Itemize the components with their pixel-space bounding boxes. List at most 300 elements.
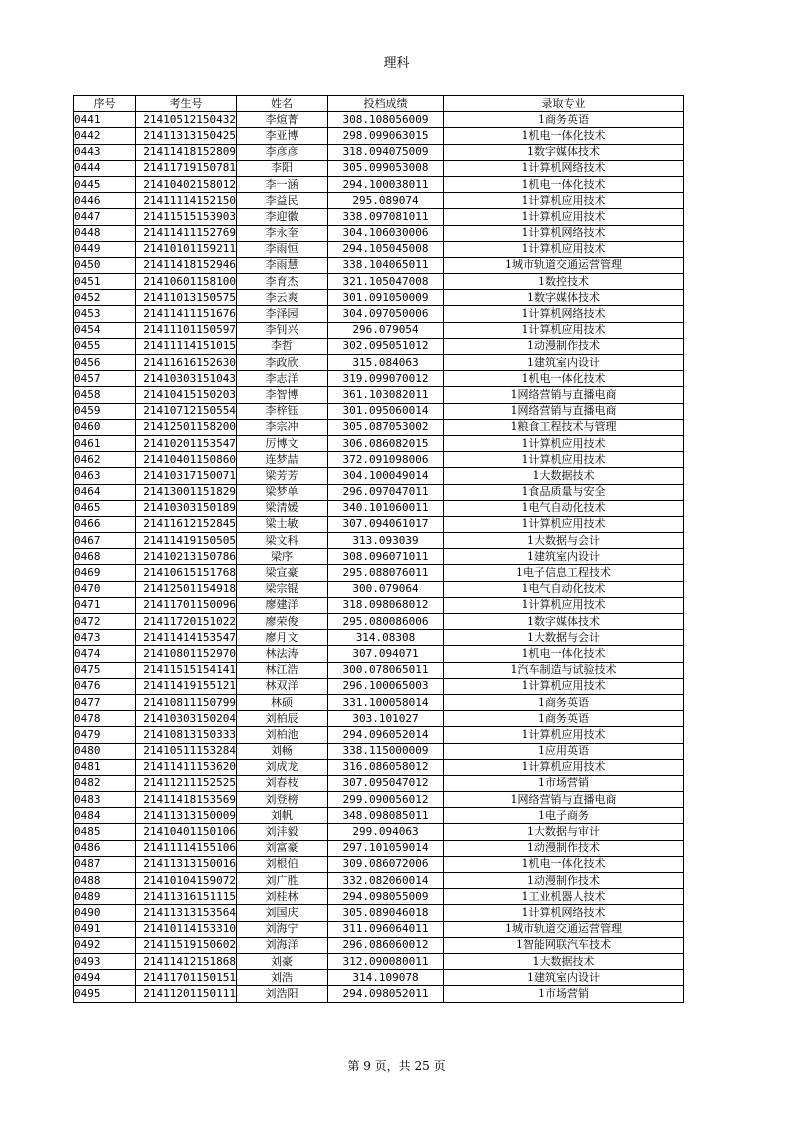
cell-seq: 0465: [74, 500, 136, 516]
cell-exam-id: 21411519150602: [136, 937, 237, 953]
cell-major: 1数字媒体技术: [444, 144, 684, 160]
cell-name: 李雨慧: [237, 257, 328, 273]
cell-major: 1商务英语: [444, 711, 684, 727]
cell-exam-id: 21411701150151: [136, 970, 237, 986]
cell-major: 1城市轨道交通运营管理: [444, 921, 684, 937]
cell-name: 李一涵: [237, 176, 328, 192]
cell-exam-id: 21411316151115: [136, 889, 237, 905]
cell-name: 刘登榜: [237, 792, 328, 808]
cell-exam-id: 21410317150071: [136, 468, 237, 484]
cell-score: 318.094075009: [328, 144, 444, 160]
cell-seq: 0446: [74, 193, 136, 209]
cell-name: 刘春枝: [237, 775, 328, 791]
cell-exam-id: 21411313150009: [136, 808, 237, 824]
cell-score: 296.097047011: [328, 484, 444, 500]
cell-major: 1电气自动化技术: [444, 500, 684, 516]
cell-exam-id: 21413001151829: [136, 484, 237, 500]
header-score: 投档成绩: [328, 96, 444, 112]
cell-major: 1计算机网络技术: [444, 160, 684, 176]
cell-score: 295.089074: [328, 193, 444, 209]
cell-seq: 0467: [74, 533, 136, 549]
table-row: [74, 484, 684, 500]
cell-seq: 0490: [74, 905, 136, 921]
cell-score: 315.084063: [328, 355, 444, 371]
cell-name: 刘桂林: [237, 889, 328, 905]
cell-seq: 0444: [74, 160, 136, 176]
cell-seq: 0448: [74, 225, 136, 241]
cell-name: 李雨恒: [237, 241, 328, 257]
table-row: [74, 646, 684, 662]
cell-exam-id: 21410512150432: [136, 112, 237, 128]
cell-seq: 0454: [74, 322, 136, 338]
table-row: [74, 873, 684, 889]
cell-name: 廖月文: [237, 630, 328, 646]
cell-name: 刘帆: [237, 808, 328, 824]
cell-exam-id: 21411419155121: [136, 678, 237, 694]
cell-exam-id: 21411201150111: [136, 986, 237, 1002]
cell-exam-id: 21410615151768: [136, 565, 237, 581]
cell-exam-id: 21411720151022: [136, 614, 237, 630]
cell-name: 刘海宁: [237, 921, 328, 937]
cell-score: 298.099063015: [328, 128, 444, 144]
cell-major: 1建筑室内设计: [444, 355, 684, 371]
table-row: [74, 516, 684, 532]
table-row: [74, 792, 684, 808]
cell-score: 318.098068012: [328, 597, 444, 613]
cell-seq: 0469: [74, 565, 136, 581]
cell-major: 1计算机应用技术: [444, 209, 684, 225]
cell-major: 1市场营销: [444, 775, 684, 791]
cell-name: 刘浩: [237, 970, 328, 986]
cell-seq: 0488: [74, 873, 136, 889]
cell-major: 1机电一体化技术: [444, 646, 684, 662]
cell-major: 1应用英语: [444, 743, 684, 759]
cell-seq: 0485: [74, 824, 136, 840]
cell-name: 林法涛: [237, 646, 328, 662]
cell-major: 1动漫制作技术: [444, 873, 684, 889]
cell-major: 1电气自动化技术: [444, 581, 684, 597]
cell-major: 1粮食工程技术与管理: [444, 419, 684, 435]
cell-exam-id: 21411515154141: [136, 662, 237, 678]
cell-score: 305.089046018: [328, 905, 444, 921]
cell-score: 304.100049014: [328, 468, 444, 484]
cell-name: 林江浩: [237, 662, 328, 678]
table-row: [74, 889, 684, 905]
cell-name: 刘柏辰: [237, 711, 328, 727]
admission-table: [73, 95, 684, 1003]
cell-seq: 0481: [74, 759, 136, 775]
table-row: [74, 355, 684, 371]
cell-major: 1计算机应用技术: [444, 759, 684, 775]
cell-exam-id: 21411719150781: [136, 160, 237, 176]
cell-name: 李益民: [237, 193, 328, 209]
table-row: [74, 533, 684, 549]
cell-score: 338.097081011: [328, 209, 444, 225]
table-row: [74, 241, 684, 257]
cell-name: 李政欣: [237, 355, 328, 371]
cell-score: 319.099070012: [328, 371, 444, 387]
cell-seq: 0456: [74, 355, 136, 371]
cell-exam-id: 21411515153903: [136, 209, 237, 225]
table-row: [74, 711, 684, 727]
table-row: [74, 630, 684, 646]
cell-score: 316.086058012: [328, 759, 444, 775]
cell-seq: 0494: [74, 970, 136, 986]
cell-score: 331.100058014: [328, 694, 444, 710]
table-row: [74, 387, 684, 403]
cell-exam-id: 21411418153569: [136, 792, 237, 808]
cell-seq: 0492: [74, 937, 136, 953]
cell-seq: 0468: [74, 549, 136, 565]
cell-seq: 0460: [74, 419, 136, 435]
cell-major: 1网络营销与直播电商: [444, 387, 684, 403]
cell-score: 306.086082015: [328, 435, 444, 451]
cell-major: 1机电一体化技术: [444, 128, 684, 144]
cell-score: 304.097050006: [328, 306, 444, 322]
cell-major: 1商务英语: [444, 694, 684, 710]
cell-seq: 0474: [74, 646, 136, 662]
cell-exam-id: 21411412151868: [136, 953, 237, 969]
cell-score: 294.096052014: [328, 727, 444, 743]
cell-seq: 0480: [74, 743, 136, 759]
cell-exam-id: 21410415150203: [136, 387, 237, 403]
cell-name: 李迎徽: [237, 209, 328, 225]
cell-score: 313.093039: [328, 533, 444, 549]
table-row: [74, 452, 684, 468]
table-row: [74, 128, 684, 144]
cell-exam-id: 21410104159072: [136, 873, 237, 889]
cell-exam-id: 21410811150799: [136, 694, 237, 710]
cell-score: 302.095051012: [328, 338, 444, 354]
table-row: [74, 306, 684, 322]
cell-major: 1机电一体化技术: [444, 371, 684, 387]
cell-seq: 0457: [74, 371, 136, 387]
cell-major: 1城市轨道交通运营管理: [444, 257, 684, 273]
cell-major: 1大数据与会计: [444, 533, 684, 549]
cell-name: 梁芳芳: [237, 468, 328, 484]
table-row: [74, 435, 684, 451]
cell-seq: 0450: [74, 257, 136, 273]
cell-seq: 0483: [74, 792, 136, 808]
cell-score: 295.088076011: [328, 565, 444, 581]
cell-exam-id: 21410801152970: [136, 646, 237, 662]
cell-score: 301.095060014: [328, 403, 444, 419]
page-title: 理科: [383, 56, 410, 71]
cell-name: 李志洋: [237, 371, 328, 387]
cell-exam-id: 21411411152769: [136, 225, 237, 241]
cell-score: 338.104065011: [328, 257, 444, 273]
cell-name: 刘国庆: [237, 905, 328, 921]
cell-seq: 0493: [74, 953, 136, 969]
cell-score: 294.098052011: [328, 986, 444, 1002]
table-row: [74, 144, 684, 160]
cell-major: 1计算机应用技术: [444, 452, 684, 468]
cell-score: 294.105045008: [328, 241, 444, 257]
cell-seq: 0477: [74, 694, 136, 710]
cell-major: 1建筑室内设计: [444, 549, 684, 565]
cell-score: 308.108056009: [328, 112, 444, 128]
cell-exam-id: 21411616152630: [136, 355, 237, 371]
table-row: [74, 403, 684, 419]
cell-major: 1网络营销与直播电商: [444, 403, 684, 419]
cell-exam-id: 21410213150786: [136, 549, 237, 565]
cell-seq: 0473: [74, 630, 136, 646]
cell-major: 1计算机网络技术: [444, 306, 684, 322]
cell-score: 294.100038011: [328, 176, 444, 192]
cell-name: 连梦喆: [237, 452, 328, 468]
cell-name: 刘柏池: [237, 727, 328, 743]
cell-score: 307.094071: [328, 646, 444, 662]
cell-seq: 0445: [74, 176, 136, 192]
header-seq: 序号: [74, 96, 136, 112]
cell-major: 1大数据与会计: [444, 630, 684, 646]
cell-score: 312.090080011: [328, 953, 444, 969]
cell-name: 刘豪: [237, 953, 328, 969]
cell-score: 301.091050009: [328, 290, 444, 306]
cell-name: 李云爽: [237, 290, 328, 306]
cell-seq: 0484: [74, 808, 136, 824]
cell-score: 299.094063: [328, 824, 444, 840]
cell-seq: 0470: [74, 581, 136, 597]
cell-name: 厉博文: [237, 435, 328, 451]
table-row: [74, 322, 684, 338]
table-row: [74, 371, 684, 387]
cell-major: 1计算机应用技术: [444, 727, 684, 743]
table-row: [74, 500, 684, 516]
cell-score: 332.082060014: [328, 873, 444, 889]
cell-exam-id: 21411419150505: [136, 533, 237, 549]
cell-seq: 0452: [74, 290, 136, 306]
cell-exam-id: 21411313150016: [136, 856, 237, 872]
table-row: [74, 727, 684, 743]
table-row: [74, 905, 684, 921]
cell-score: 303.101027: [328, 711, 444, 727]
table-row: [74, 209, 684, 225]
cell-seq: 0458: [74, 387, 136, 403]
cell-major: 1大数据技术: [444, 468, 684, 484]
cell-score: 311.096064011: [328, 921, 444, 937]
cell-score: 299.090056012: [328, 792, 444, 808]
cell-score: 314.08308: [328, 630, 444, 646]
cell-score: 338.115000009: [328, 743, 444, 759]
cell-exam-id: 21410601158100: [136, 274, 237, 290]
table-row: [74, 824, 684, 840]
cell-seq: 0464: [74, 484, 136, 500]
table-row: [74, 921, 684, 937]
table-row: [74, 614, 684, 630]
cell-score: 296.100065003: [328, 678, 444, 694]
cell-seq: 0487: [74, 856, 136, 872]
cell-score: 314.109078: [328, 970, 444, 986]
header-name: 姓名: [237, 96, 328, 112]
cell-name: 李育杰: [237, 274, 328, 290]
cell-exam-id: 21410114153310: [136, 921, 237, 937]
cell-name: 李哲: [237, 338, 328, 354]
cell-seq: 0486: [74, 840, 136, 856]
table-row: [74, 986, 684, 1002]
cell-seq: 0451: [74, 274, 136, 290]
cell-name: 林双洋: [237, 678, 328, 694]
table-row: [74, 274, 684, 290]
cell-name: 刘根伯: [237, 856, 328, 872]
cell-major: 1计算机应用技术: [444, 241, 684, 257]
cell-name: 刘海洋: [237, 937, 328, 953]
cell-major: 1动漫制作技术: [444, 338, 684, 354]
table-row: [74, 856, 684, 872]
table-row: [74, 775, 684, 791]
cell-major: 1电子信息工程技术: [444, 565, 684, 581]
page-footer: 第 9 页，共 25 页: [347, 1059, 446, 1073]
cell-major: 1动漫制作技术: [444, 840, 684, 856]
cell-major: 1计算机网络技术: [444, 225, 684, 241]
table-row: [74, 743, 684, 759]
cell-major: 1计算机应用技术: [444, 193, 684, 209]
cell-seq: 0479: [74, 727, 136, 743]
cell-major: 1计算机应用技术: [444, 516, 684, 532]
cell-name: 李彦彦: [237, 144, 328, 160]
cell-major: 1大数据技术: [444, 953, 684, 969]
cell-seq: 0482: [74, 775, 136, 791]
table-row: [74, 176, 684, 192]
cell-major: 1汽车制造与试验技术: [444, 662, 684, 678]
cell-seq: 0449: [74, 241, 136, 257]
cell-name: 刘广胜: [237, 873, 328, 889]
table-row: [74, 840, 684, 856]
cell-name: 梁文科: [237, 533, 328, 549]
cell-seq: 0455: [74, 338, 136, 354]
cell-score: 300.078065011: [328, 662, 444, 678]
cell-major: 1机电一体化技术: [444, 856, 684, 872]
cell-major: 1计算机应用技术: [444, 597, 684, 613]
table-row: [74, 257, 684, 273]
cell-score: 295.080086006: [328, 614, 444, 630]
cell-major: 1网络营销与直播电商: [444, 792, 684, 808]
cell-seq: 0476: [74, 678, 136, 694]
cell-exam-id: 21411414153547: [136, 630, 237, 646]
cell-score: 309.086072006: [328, 856, 444, 872]
cell-score: 305.099053008: [328, 160, 444, 176]
cell-exam-id: 21411114151015: [136, 338, 237, 354]
cell-name: 梁序: [237, 549, 328, 565]
cell-exam-id: 21411313150425: [136, 128, 237, 144]
table-row: [74, 953, 684, 969]
cell-exam-id: 21410813150333: [136, 727, 237, 743]
cell-exam-id: 21412501158200: [136, 419, 237, 435]
cell-exam-id: 21410402158012: [136, 176, 237, 192]
cell-score: 296.086060012: [328, 937, 444, 953]
cell-seq: 0462: [74, 452, 136, 468]
cell-major: 1智能网联汽车技术: [444, 937, 684, 953]
cell-major: 1建筑室内设计: [444, 970, 684, 986]
cell-seq: 0475: [74, 662, 136, 678]
table-row: [74, 694, 684, 710]
cell-exam-id: 21411612152845: [136, 516, 237, 532]
cell-exam-id: 21411114155106: [136, 840, 237, 856]
cell-exam-id: 21411211152525: [136, 775, 237, 791]
cell-major: 1数控技术: [444, 274, 684, 290]
cell-major: 1计算机应用技术: [444, 322, 684, 338]
cell-seq: 0441: [74, 112, 136, 128]
cell-seq: 0459: [74, 403, 136, 419]
cell-seq: 0495: [74, 986, 136, 1002]
cell-score: 300.079064: [328, 581, 444, 597]
cell-name: 梁梦单: [237, 484, 328, 500]
cell-score: 308.096071011: [328, 549, 444, 565]
cell-exam-id: 21411701150096: [136, 597, 237, 613]
cell-name: 李亚博: [237, 128, 328, 144]
cell-seq: 0472: [74, 614, 136, 630]
table-row: [74, 662, 684, 678]
cell-score: 361.103082011: [328, 387, 444, 403]
cell-major: 1计算机网络技术: [444, 905, 684, 921]
cell-score: 294.098055009: [328, 889, 444, 905]
cell-score: 296.079054: [328, 322, 444, 338]
cell-exam-id: 21410101159211: [136, 241, 237, 257]
cell-seq: 0453: [74, 306, 136, 322]
cell-major: 1工业机器人技术: [444, 889, 684, 905]
cell-score: 307.094061017: [328, 516, 444, 532]
cell-major: 1电子商务: [444, 808, 684, 824]
cell-exam-id: 21410401150106: [136, 824, 237, 840]
cell-name: 李宗冲: [237, 419, 328, 435]
cell-name: 梁清媛: [237, 500, 328, 516]
cell-score: 305.087053002: [328, 419, 444, 435]
cell-major: 1市场营销: [444, 986, 684, 1002]
cell-seq: 0489: [74, 889, 136, 905]
table-row: [74, 549, 684, 565]
cell-exam-id: 21410201153547: [136, 435, 237, 451]
table-row: [74, 290, 684, 306]
cell-major: 1数字媒体技术: [444, 614, 684, 630]
header-exam-id: 考生号: [136, 96, 237, 112]
cell-major: 1计算机应用技术: [444, 678, 684, 694]
cell-name: 林硕: [237, 694, 328, 710]
cell-seq: 0471: [74, 597, 136, 613]
cell-major: 1商务英语: [444, 112, 684, 128]
cell-exam-id: 21410303150189: [136, 500, 237, 516]
cell-seq: 0443: [74, 144, 136, 160]
cell-exam-id: 21411013150575: [136, 290, 237, 306]
cell-seq: 0461: [74, 435, 136, 451]
cell-name: 刘畅: [237, 743, 328, 759]
cell-name: 刘浩阳: [237, 986, 328, 1002]
cell-seq: 0478: [74, 711, 136, 727]
cell-exam-id: 21410511153284: [136, 743, 237, 759]
cell-major: 1机电一体化技术: [444, 176, 684, 192]
cell-seq: 0463: [74, 468, 136, 484]
cell-exam-id: 21411418152809: [136, 144, 237, 160]
table-row: [74, 581, 684, 597]
cell-score: 304.106030006: [328, 225, 444, 241]
cell-exam-id: 21410303150204: [136, 711, 237, 727]
cell-name: 梁宗锟: [237, 581, 328, 597]
cell-name: 梁宣豪: [237, 565, 328, 581]
cell-name: 李泽园: [237, 306, 328, 322]
table-row: [74, 468, 684, 484]
cell-name: 李智博: [237, 387, 328, 403]
cell-score: 348.098085011: [328, 808, 444, 824]
cell-name: 李梓钰: [237, 403, 328, 419]
table-row: [74, 565, 684, 581]
cell-exam-id: 21410712150554: [136, 403, 237, 419]
cell-score: 340.101060011: [328, 500, 444, 516]
cell-name: 李钊兴: [237, 322, 328, 338]
cell-exam-id: 21410303151043: [136, 371, 237, 387]
cell-score: 321.105047008: [328, 274, 444, 290]
table-row: [74, 193, 684, 209]
cell-name: 李煊菁: [237, 112, 328, 128]
table-row: [74, 970, 684, 986]
